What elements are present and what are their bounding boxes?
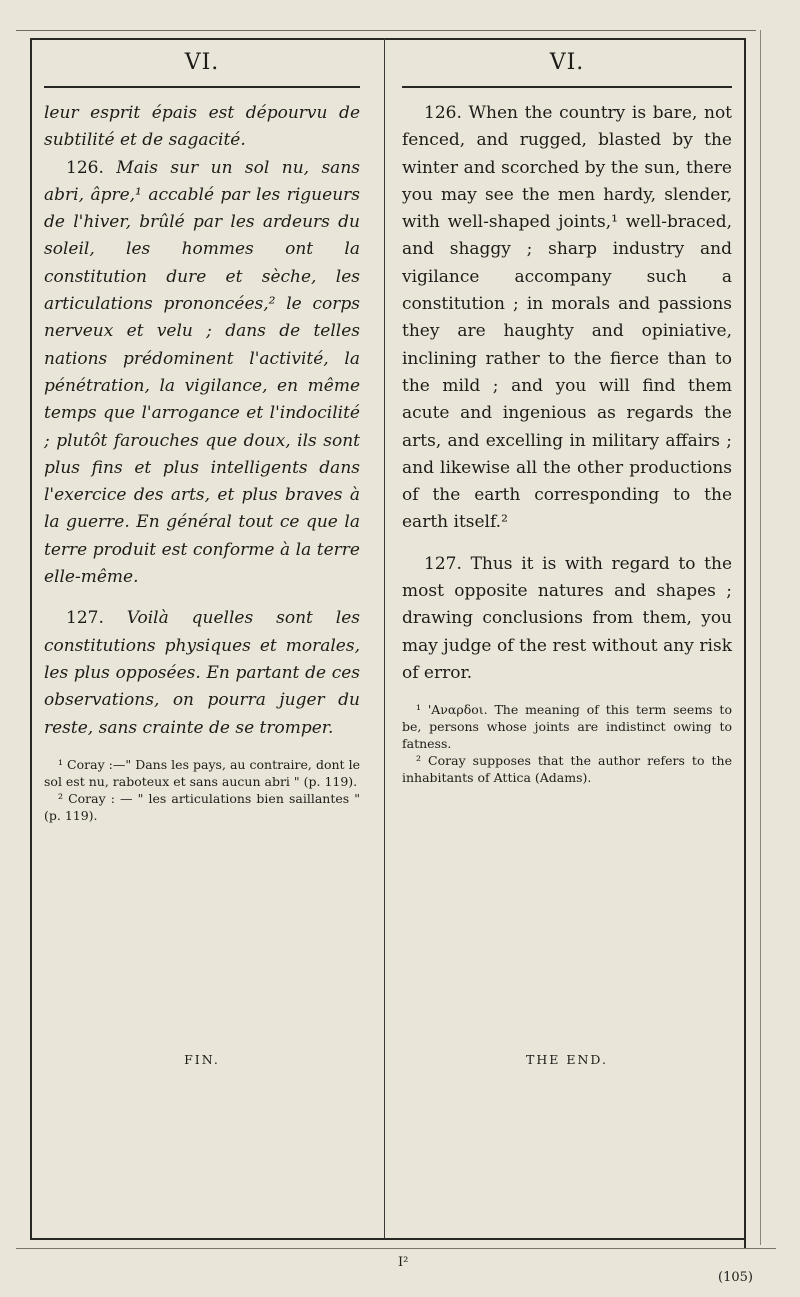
frame-right bbox=[744, 38, 746, 1248]
french-column bbox=[44, 40, 360, 1230]
paragraph-126-fr bbox=[44, 155, 360, 592]
paragraph-number: 127. bbox=[424, 553, 462, 574]
paragraph-127-en bbox=[402, 551, 732, 687]
running-head-right: VI. bbox=[402, 40, 732, 88]
footnote: ¹ 'Αναρδοι. The meaning of this term seems to be, persons whose joints are indistinct owing to fatness. bbox=[402, 702, 732, 752]
paragraph-number: 126. bbox=[424, 103, 462, 123]
footnote: ² Coray supposes that the author refers to the inhabitants of Attica (Adams). bbox=[402, 753, 732, 786]
footnote: ² Coray : — " les articulations bien saillantes " (p. 119). bbox=[44, 790, 360, 823]
column-divider bbox=[384, 38, 385, 1238]
running-head-left: VI. bbox=[44, 40, 360, 88]
paragraph-number: 127. bbox=[66, 608, 104, 629]
frame-left bbox=[30, 38, 32, 1238]
paragraph-body: Mais sur un sol nu, sans abri, âpre,¹ accablé par les rigueurs de l'hiver, brûlé par les ardeurs du soleil, les hommes ont la constitution dure et sèche, les articulations prononcées,² le corps nerveux et velu ; dans de telles nations prédominent l'activité, la pénétration, la vigilance, en même temps que l'arrogance et l'indocilité ; plutôt farouches que doux, ils sont plus fins et plus intelligents dans l'exercice des arts, et plus braves à la guerre. En général tout ce que la terre produit est conforme à la terre elle-même. bbox=[44, 157, 360, 588]
continuation-text: leur esprit épais est dépourvu de subtilité et de sagacité. bbox=[44, 103, 360, 151]
footnote: ¹ Coray :—" Dans les pays, au contraire, dont le sol est nu, raboteux et sans aucun abri " (p. 119). bbox=[44, 756, 360, 789]
end-mark-en: THE END. bbox=[526, 1052, 608, 1067]
paragraph-127-fr bbox=[44, 605, 360, 741]
end-mark-fr: FIN. bbox=[184, 1052, 220, 1067]
paragraph-number: 126. bbox=[66, 157, 104, 178]
page-number: (105) bbox=[718, 1270, 753, 1285]
paragraph-126-en bbox=[402, 100, 732, 537]
paragraph-body: Voilà quelles sont les constitutions physiques et morales, les plus opposées. En partant de ces observations, on pourra juger du reste, sans crainte de se tromper. bbox=[44, 608, 360, 738]
footnotes-fr bbox=[44, 756, 360, 824]
outer-frame-bottom bbox=[16, 1248, 776, 1249]
outer-frame-top bbox=[16, 30, 756, 31]
footnotes-en bbox=[402, 701, 732, 786]
outer-frame-right bbox=[760, 30, 761, 1245]
signature-mark: I² bbox=[398, 1255, 409, 1270]
paragraph-body: When the country is bare, not fenced, and rugged, blasted by the winter and scorched by the sun, there you may see the men hardy, slender, with well-shaped joints,¹ well-braced, and shaggy ; sharp industry and vigilance accompany such a constitution ; in morals and passions they are haughty and opiniative, inclining rather to the fierce than to the mild ; and you will find them acute and ingenious as regards the arts, and excelling in military affairs ; and likewise all the other productions of the earth corresponding to the earth itself.² bbox=[402, 103, 733, 533]
paragraph-body: Thus it is with regard to the most opposite natures and shapes ; drawing conclusions from them, you may judge of the rest without any risk of error. bbox=[402, 553, 733, 683]
english-column bbox=[402, 40, 732, 1230]
frame-bottom bbox=[30, 1238, 746, 1240]
